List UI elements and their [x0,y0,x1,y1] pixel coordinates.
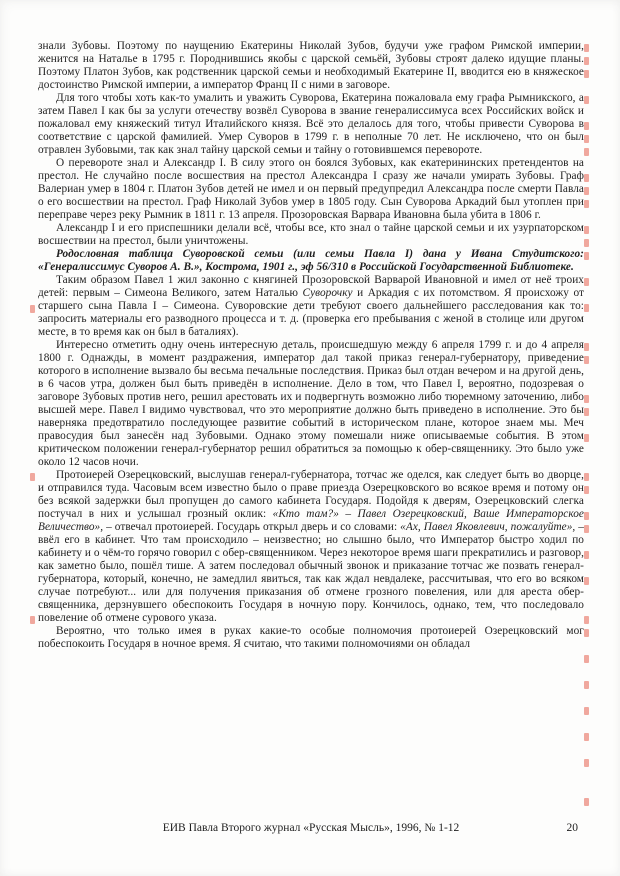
page-text [38,40,584,651]
footer-journal-title: ЕИВ Павла Второго журнал «Русская Мысль», 1996, № 1-12 [162,822,460,834]
scan-artifact-mark [584,525,589,533]
scan-artifact-mark [584,512,589,520]
text-segment: знали Зубовы. Поэтому по наущению Екатерины Николай Зубов, будучи уже графом Римской империи, женится на Наталье в 1795 г. Породнившись якобы с царской семьёй, Зубовы строят далеко идущие планы. Поэтому Платон Зубов, как родственник царской семьи и необходимый Екатерине II, вводится ею в княжеское достоинство Римской империи, а император Франц II с ними в заговоре. [38,40,584,91]
scan-artifact-mark [584,798,589,806]
scan-artifact-mark [584,577,589,585]
text-segment: Интересно отметить одну очень интересную деталь, происшедшую между 6 апреля 1799 г. и до 4 апреля 1800 г. Однажды, в момент раздражения, император дал такой приказ генерал-губернатору, приведение которого в исполнение вызвало бы весьма печальные последствия. Приказ был отдан вечером и на другой день, в 6 часов утра, должен был быть приведён в исполнение. Дело в том, что Павел I, вероятно, подозревая о заговоре Зубовых против него, решил арестовать их и подвергнуть возможно либо тюремному заточению, либо высшей мере. Павел I видимо чувствовал, что это мероприятие должно быть приведено в исполнение. Это бы наверняка предотвратило последующее развитие событий в историческом плане, которое знаем мы. Меч правосудия был занесён над Зубовыми. Однако этому помешали ниже описываемые события. В этом критическом положении генерал-губернатор решил обратиться за помощью к обер-священнику. Это было уже около 12 часов ночи. [38,339,584,468]
scan-artifact-mark [584,148,589,156]
scan-artifact-mark [584,200,589,208]
text-segment: О перевороте знал и Александр I. В силу этого он боялся Зубовых, как екатерининских претендентов на престол. Не случайно после восшествия на престол Александра I сразу же начали умирать Зубовы. Граф Валериан умер в 1804 г. Платон Зубов детей не имел и он первый предупредил Александра после смерти Павла о его восшествии на престол. Граф Николай Зубов умер в 1805 году. Сын Суворова Аркадий был утоплен при переправе через реку Рымник в 1811 г. 13 апреля. Прозоровская Варвара Ивановна была убита в 1806 г. [38,157,584,221]
scan-artifact-mark [584,707,589,715]
scan-artifact-mark [30,305,35,313]
text-segment: и Аркадия с их потомством. Я происхожу от старшего сына Павла I – Симеона. Суворовские дети требуют своего дальнейшего расследования как то: запросить материалы его разводного процесса и т. д. (проверка его пребывания с женой в столице или другом месте, в то время как он был в баталиях). [38,287,584,338]
paragraph [38,157,584,222]
scan-artifact-mark [584,252,589,260]
scan-artifact-mark [584,616,589,624]
paragraph [38,469,584,625]
scan-artifact-mark [584,655,589,663]
scan-artifact-mark [584,473,589,481]
scan-artifact-mark [584,187,589,195]
scan-artifact-mark [584,733,589,741]
text-segment: Для того чтобы хоть как-то умалить и уважить Суворова, Екатерина пожаловала ему графа Рымникского, а затем Павел I как бы за услуги отечеству возвёл Суворова в звание генералиссимуса всех Российских войск и пожаловал ему княжеский титул Италийского князя. Всё это делалось для того, чтобы привести Суворова в соответствие с царской фамилией. Умер Суворов в 1799 г. в неполные 70 лет. Не исключено, что он был отравлен Зубовыми, так как знал тайну царской семьи и тайну о готовившемся перевороте. [38,92,584,156]
scan-artifact-mark [584,57,589,65]
scan-artifact-mark [584,239,589,247]
scan-artifact-mark [584,135,589,143]
paragraph [38,274,584,339]
scan-artifact-mark [584,759,589,767]
page-number: 20 [566,822,578,834]
text-segment: – отвечал протоиерей. Государь открыл дверь и со словами: [103,521,401,533]
scan-artifact-mark [30,616,35,624]
scan-artifact-mark [584,408,589,416]
page-footer [38,822,584,838]
text-segment: Вероятно, что только имея в руках какие-то особые полномочия протоиерей Озерецковский мог побеспокоить Государя в ночное время. Я считаю, что такими полномочиями он обладал [38,625,584,650]
scan-artifact-mark [584,122,589,130]
scan-artifact-mark [584,304,589,312]
scan-artifact-mark [584,356,589,364]
scan-artifact-mark [584,395,589,403]
paragraph [38,339,584,469]
scan-artifact-mark [584,44,589,52]
scan-artifact-mark [584,629,589,637]
scan-artifact-mark [584,96,589,104]
scan-artifact-mark [584,226,589,234]
text-segment: Родословная таблица Суворовской семьи (или семьи Павла I) дана у Ивана Студитского: «Генералиссимус Суворов А. В.», Кострома, 1901 г., эф 56/310 в Российской Государственной Библиотеке. [38,248,584,273]
scan-artifact-mark [30,473,35,481]
italic-text-segment: «Ах, Павел Яковлевич, пожалуйте», [400,521,576,533]
italic-text-segment: Суворочку [302,287,353,299]
scan-artifact-mark [584,278,589,286]
scan-artifact-mark [584,434,589,442]
text-segment: – ввёл его в кабинет. Что там происходило – неизвестно; но слышно было, что Император быстро ходил по кабинету и о чём-то горячо говорил с обер-священником. Через некоторое время шаги прекратились и разговор, как заметно было, пошёл тише. А затем последовал обычный звонок и приказание тотчас же позвать генерал-губернатора, который, конечно, не замедлил явиться, так как ждал невдалеке, рассчитывая, что его во всяком случае потребуют... или для получения приказания об отмене грозного повеления, или для ареста обер-священника, дерзнувшего обеспокоить Государя в ночную пору. Кончилось, однако, тем, что последовало повеление об отмене сурового указа. [38,521,584,624]
italic-text-segment: «Кто там?» – Павел Озерецковский, Ваше Императорское Величество», [38,508,584,533]
paragraph [38,222,584,248]
paragraph [38,248,584,274]
scan-artifact-mark [584,70,589,78]
paragraph [38,625,584,651]
scan-artifact-mark [584,551,589,559]
paragraph [38,40,584,92]
scan-artifact-mark [584,681,589,689]
paragraph [38,92,584,157]
scan-artifact-mark [584,343,589,351]
text-segment: Протоиерей Озерецковский, выслушав генерал-губернатора, тотчас же оделся, как следует быть во дворце, и отправился туда. Часовым всем известно было о праве приезда Озерецковского во всякое время и потому он без всякой задержки был пропущен до самого кабинета Государя. Подойдя к дверям, Озерецковский слегка постучал в них и услышал грозный оклик: [38,469,584,520]
scan-artifact-mark [584,486,589,494]
scan-artifact-mark [584,174,589,182]
text-segment: Таким образом Павел 1 жил законно с княгиней Прозоровской Варварой Ивановной и имел от неё троих детей: первым – Симеона Великого, затем Наталью [38,274,584,299]
text-segment: Александр I и его приспешники делали всё, чтобы все, кто знал о тайне царской семьи и их узурпаторском восшествии на престол, были уничтожены. [38,222,584,247]
